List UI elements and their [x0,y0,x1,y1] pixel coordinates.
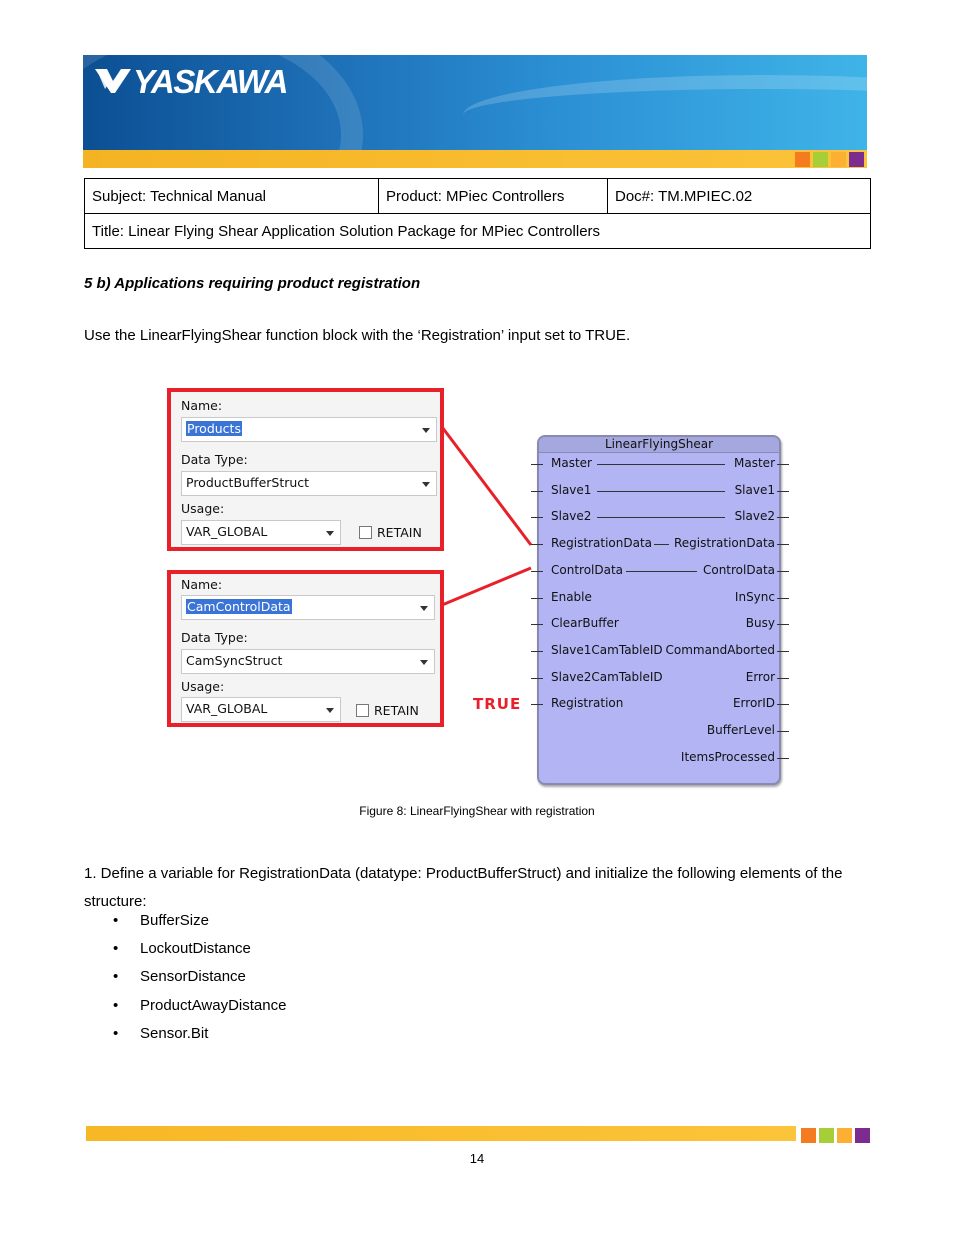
list-item: • LockoutDistance [140,940,286,968]
name-combo[interactable] [181,595,435,620]
output-pin-label: Master [734,456,775,470]
retain-checkbox[interactable] [356,704,369,717]
usage-combo[interactable] [181,697,341,722]
usage-value: VAR_GLOBAL [186,701,268,716]
banner-swoosh-2 [463,75,867,155]
header-color-squares [795,152,864,167]
input-pin-label: Slave1 [551,482,592,497]
pin-row [539,509,779,525]
variable-box-camcontroldata [167,570,444,727]
structure-elements-list [140,912,286,1053]
output-pin-label: BufferLevel [706,723,775,737]
variable-box-products [167,388,444,551]
linear-flying-shear-block[interactable] [537,435,781,785]
pin-row [539,483,779,499]
list-item: • SensorDistance [140,968,286,996]
input-pin-line[interactable] [531,571,543,572]
input-pin-label: ClearBuffer [551,616,619,631]
output-pin-line[interactable] [777,544,789,545]
retain-label: RETAIN [377,525,422,540]
dropdown-arrow-icon[interactable] [326,708,334,713]
output-pin-line[interactable] [777,491,789,492]
pin-row [539,456,779,472]
figure-caption: Figure 8: LinearFlyingShear with registration [359,804,595,818]
output-pin-label: InSync [734,589,775,604]
block-title: LinearFlyingShear [539,437,779,453]
pass-through-link [597,517,725,518]
section-title: 5 b) Applications requiring product registration [84,275,421,292]
data-type-combo[interactable] [181,649,435,674]
pass-through-link [597,491,725,492]
footer-bar [86,1126,796,1141]
pass-through-link [626,571,697,572]
green-square [813,152,828,167]
input-pin-line[interactable] [531,464,543,465]
dropdown-arrow-icon[interactable] [420,606,428,611]
output-pin-line[interactable] [777,464,789,465]
logo-text: YASKAWA [133,63,287,100]
green-square [819,1128,834,1143]
output-pin-label: RegistrationData [673,536,775,551]
orange-square [801,1128,816,1143]
output-pin-label: Slave1 [734,482,775,497]
output-pin-line[interactable] [777,624,789,625]
output-pin-line[interactable] [777,571,789,572]
input-pin-label: Registration [551,696,624,711]
output-pin-label: ErrorID [732,696,775,711]
usage-label: Usage: [181,501,225,516]
input-pin-line[interactable] [531,598,543,599]
purple-square [849,152,864,167]
output-pin-line[interactable] [777,598,789,599]
doc-number-cell: Doc#: TM.MPIEC.02 [608,179,871,214]
input-pin-line[interactable] [531,624,543,625]
name-combo[interactable] [181,417,437,442]
title-cell: Title: Linear Flying Shear Application Solution Package for MPiec Controllers [85,214,871,249]
input-pin-label: Enable [551,589,592,604]
output-pin-label: ControlData [702,562,775,577]
retain-label: RETAIN [374,703,419,718]
input-pin-label: Slave2CamTableID [551,669,663,684]
data-type-label: Data Type: [181,630,248,645]
output-pin-label: Busy [745,616,775,631]
output-pin-label: CommandAborted [665,642,775,657]
list-item: • BufferSize [140,912,286,940]
pin-row [539,696,779,712]
purple-square [855,1128,870,1143]
input-pin-line[interactable] [531,517,543,518]
input-pin-line[interactable] [531,704,543,705]
dropdown-arrow-icon[interactable] [420,660,428,665]
output-pin-line[interactable] [777,704,789,705]
output-pin-line[interactable] [777,758,789,759]
usage-combo[interactable] [181,520,341,545]
output-pin-line[interactable] [777,651,789,652]
yellow-square [837,1128,852,1143]
document-info-table [84,178,871,249]
pin-row [539,616,779,632]
input-pin-label: Master [551,456,592,470]
pin-row [539,563,779,579]
data-type-label: Data Type: [181,452,248,467]
data-type-value: CamSyncStruct [186,653,283,668]
yaskawa-logo [93,63,287,101]
pass-through-link [654,544,669,545]
output-pin-label: ItemsProcessed [680,749,775,764]
pin-row [539,750,779,766]
dropdown-arrow-icon[interactable] [422,428,430,433]
name-label: Name: [181,398,223,413]
yaskawa-logo-icon [93,63,133,101]
output-pin-label: Slave2 [734,509,775,524]
input-pin-label: Slave1CamTableID [551,642,663,657]
header-banner [83,55,867,168]
pin-row [539,643,779,659]
list-item: • ProductAwayDistance [140,997,286,1025]
footer-color-squares [801,1128,870,1143]
pass-through-link [597,464,725,465]
input-pin-line[interactable] [531,651,543,652]
name-value: CamControlData [187,599,291,614]
subject-cell: Subject: Technical Manual [85,179,379,214]
usage-label: Usage: [181,679,225,694]
intro-paragraph: Use the LinearFlyingShear function block with the ‘Registration’ input set to TRUE. [84,327,631,344]
list-item: • Sensor.Bit [140,1025,286,1053]
pin-row [539,590,779,606]
banner-stripe [83,150,867,168]
dropdown-arrow-icon[interactable] [422,482,430,487]
page-number: 14 [469,1151,485,1166]
retain-checkbox[interactable] [359,526,372,539]
true-label: TRUE [473,695,522,713]
input-pin-label: ControlData [551,562,624,577]
pin-row [539,723,779,739]
usage-value: VAR_GLOBAL [186,524,268,539]
output-pin-line[interactable] [777,678,789,679]
yellow-square [831,152,846,167]
name-value: Products [187,421,241,436]
data-type-combo[interactable] [181,471,437,496]
pin-row [539,536,779,552]
input-pin-line[interactable] [531,491,543,492]
step-1-text: 1. Define a variable for RegistrationData (datatype: ProductBufferStruct) and initialize the following elements of the structure: [84,865,843,910]
input-pin-line[interactable] [531,678,543,679]
output-pin-line[interactable] [777,517,789,518]
dropdown-arrow-icon[interactable] [326,531,334,536]
name-label: Name: [181,577,223,592]
data-type-value: ProductBufferStruct [186,475,310,490]
output-pin-label: Error [745,669,775,684]
input-pin-label: Slave2 [551,509,592,524]
input-pin-label: RegistrationData [551,536,653,551]
pin-row [539,670,779,686]
input-pin-line[interactable] [531,544,543,545]
output-pin-line[interactable] [777,731,789,732]
product-cell: Product: MPiec Controllers [379,179,608,214]
figure-8 [165,385,785,790]
orange-square [795,152,810,167]
